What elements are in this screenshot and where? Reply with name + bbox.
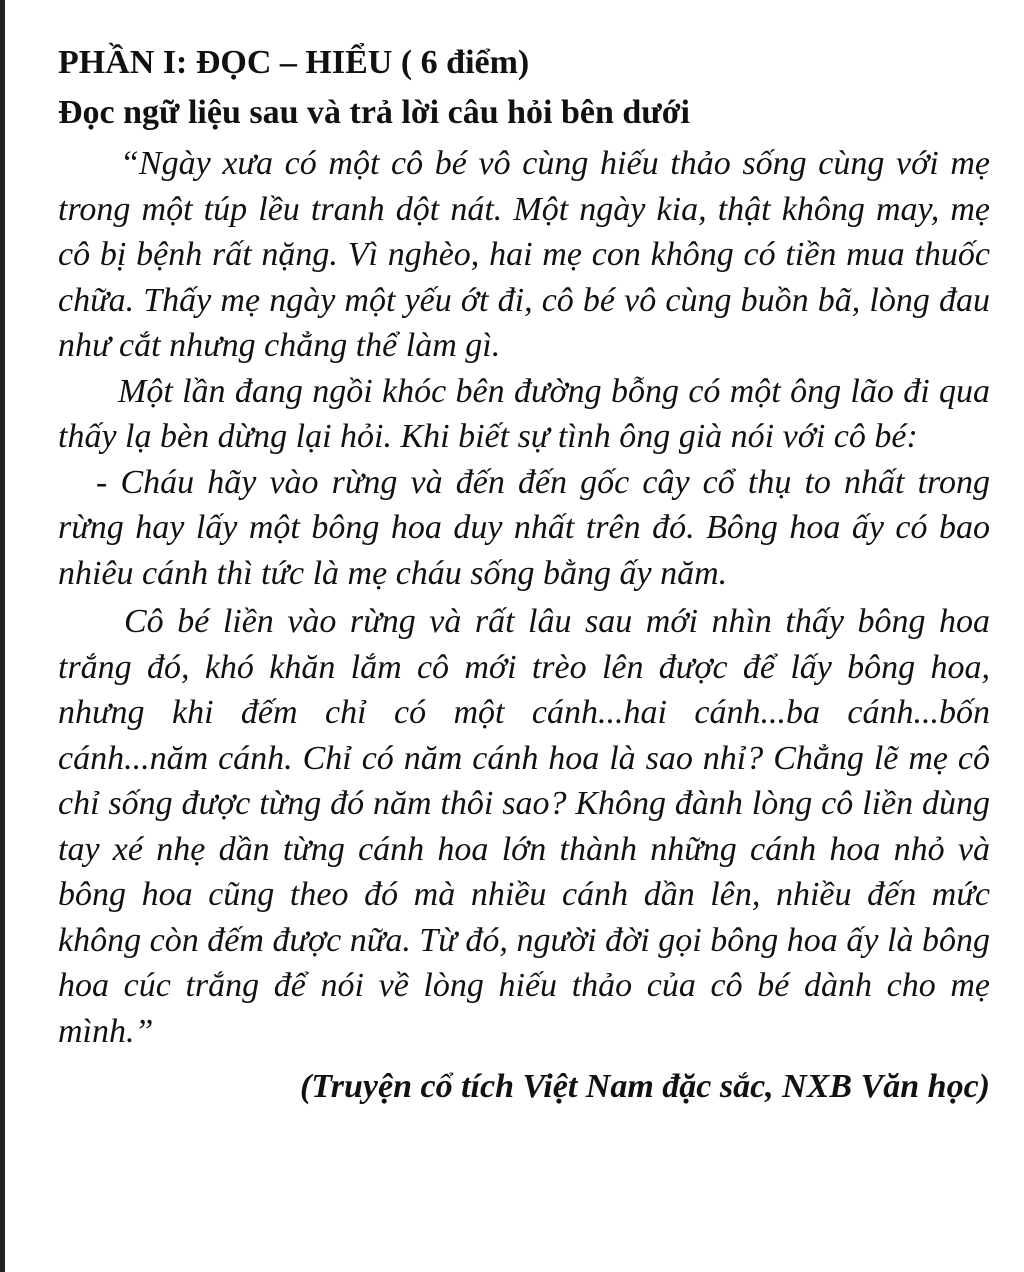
instruction-text: Đọc ngữ liệu sau và trả lời câu hỏi bên dưới (58, 94, 690, 131)
passage-paragraph-4: Cô bé liền vào rừng và rất lâu sau mới nhìn thấy bông hoa trắng đó, khó khăn lắm cô mới trèo lên được để lấy bông hoa, nhưng khi đếm chỉ có một cánh...hai cánh...ba cánh...bốn cánh...năm cánh. Chỉ có năm cánh hoa là sao nhỉ? Chẳng lẽ mẹ cô chỉ sống được từng đó năm thôi sao? Không đành lòng cô liền dùng tay xé nhẹ dần từng cánh hoa lớn thành những cánh hoa nhỏ và bông hoa cũng theo đó mà nhiều cánh dần lên, nhiều đến mức không còn đếm được nữa. Từ đó, người đời gọi bông hoa ấy là bông hoa cúc trắng để nói về lòng hiếu thảo của cô bé dành cho mẹ mình.” (58, 603, 990, 1050)
passage-paragraph-3: - Cháu hãy vào rừng và đến đến gốc cây cổ thụ to nhất trong rừng hay lấy một bông hoa duy nhất trên đó. Bông hoa ấy có bao nhiêu cánh thì tức là mẹ cháu sống bằng ấy năm. (58, 463, 990, 592)
passage-paragraph-1: “Ngày xưa có một cô bé vô cùng hiếu thảo sống cùng với mẹ trong một túp lều tranh dột nát. Một ngày kia, thật không may, mẹ cô bị bệnh rất nặng. Vì nghèo, hai mẹ con không có tiền mua thuốc chữa. Thấy mẹ ngày một yếu ớt đi, cô bé vô cùng buồn bã, lòng đau như cắt nhưng chẳng thể làm gì. (58, 145, 990, 364)
document-page (58, 38, 990, 1112)
section-title: PHẦN I: ĐỌC – HIỂU ( 6 điểm) (58, 44, 530, 81)
page-left-border (0, 0, 5, 1272)
source-citation: (Truyện cổ tích Việt Nam đặc sắc, NXB Văn học) (299, 1068, 990, 1105)
passage-paragraph-2: Một lần đang ngồi khóc bên đường bỗng có một ông lão đi qua thấy lạ bèn dừng lại hỏi. Khi biết sự tình ông già nói với cô bé: (58, 372, 990, 455)
